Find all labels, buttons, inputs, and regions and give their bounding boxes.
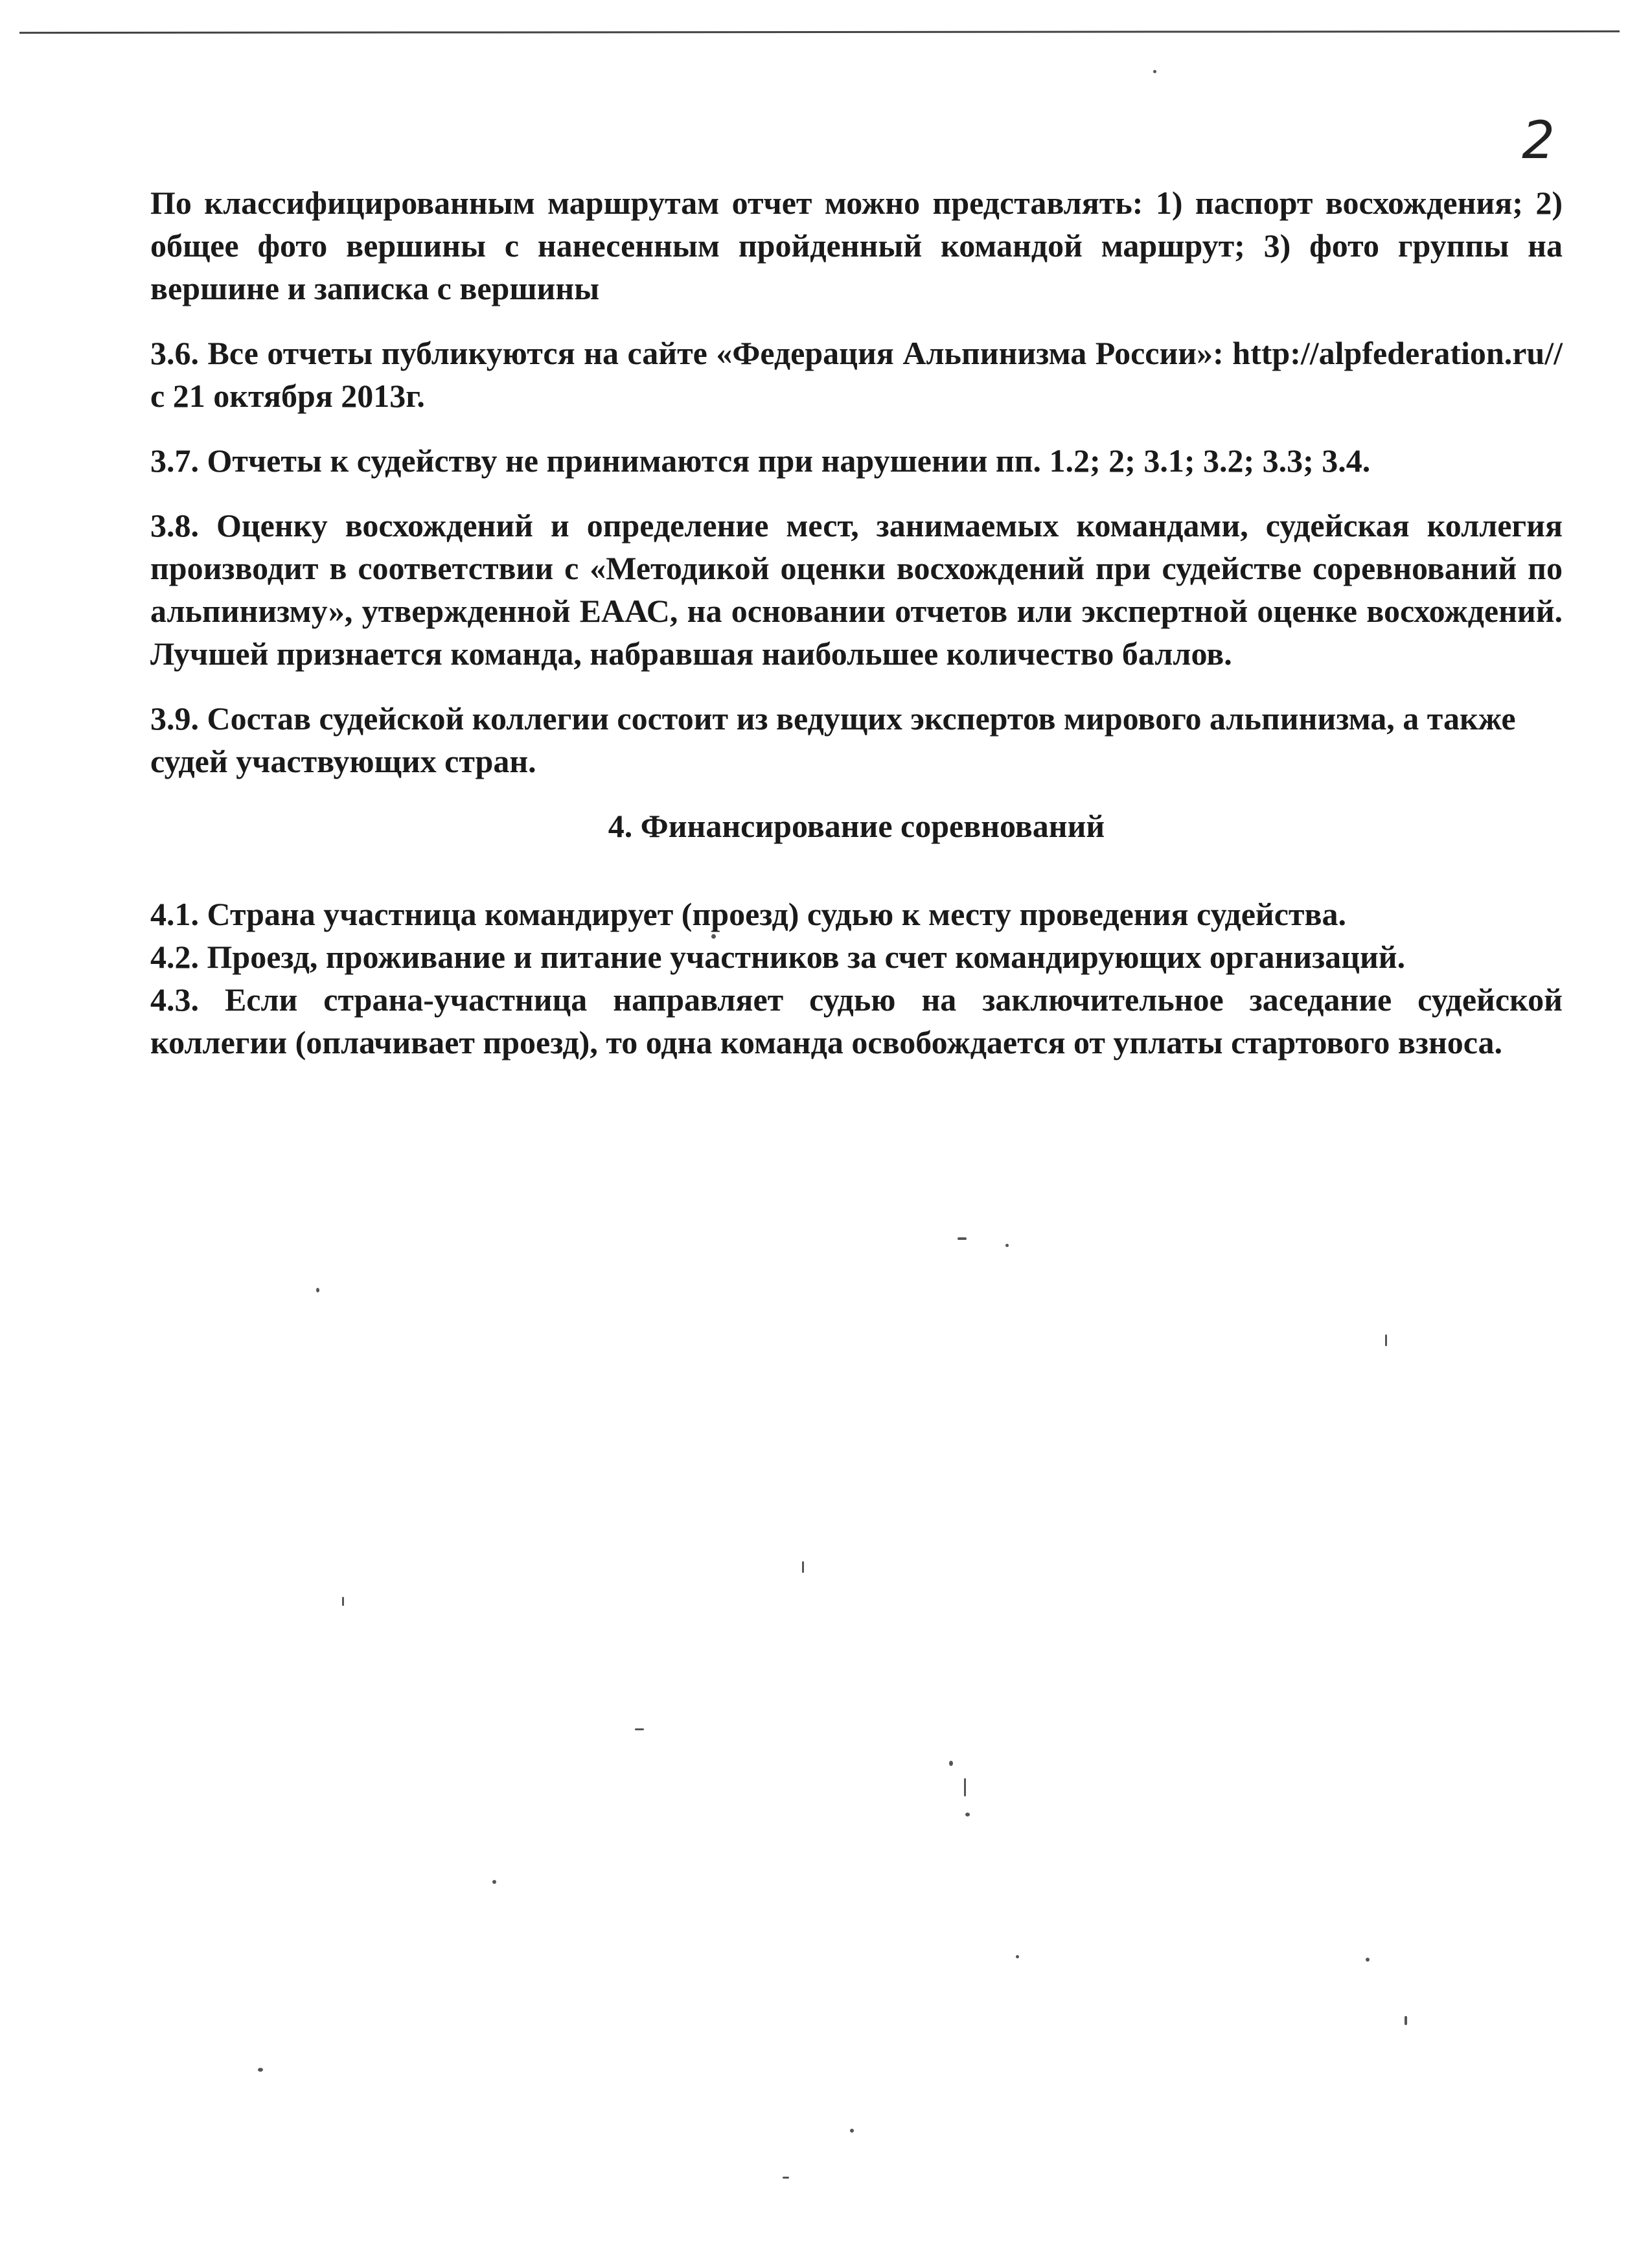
scan-speck — [965, 1813, 970, 1816]
scan-speck — [949, 1761, 953, 1766]
paragraph-4-1: 4.1. Страна участница командирует (проезд) судью к месту проведения судейства. — [150, 896, 1346, 932]
scan-speck — [802, 1561, 804, 1573]
scan-speck — [342, 1597, 344, 1606]
scan-speck — [1405, 2016, 1407, 2025]
scan-speck — [850, 2129, 854, 2133]
paragraph-3-6: 3.6. Все отчеты публикуются на сайте «Федерация Альпинизма России»: http://alpfederation.ru// с 21 октября 2013г. — [150, 335, 1563, 414]
scan-speck — [711, 934, 716, 939]
scan-speck — [316, 1288, 319, 1292]
paragraph-report-contents: По классифицированным маршрутам отчет можно представлять: 1) паспорт восхождения; 2) общее фото вершины с нанесенным пройденный командой маршрут; 3) фото группы на вершине и записка с вершины — [150, 185, 1563, 306]
scan-speck — [1016, 1955, 1019, 1958]
scan-speck — [1005, 1244, 1009, 1247]
paragraph-3-9: 3.9. Состав судейской коллегии состоит из ведущих экспертов мирового альпинизма, а также судей участвующих стран. — [150, 700, 1516, 779]
scan-top-edge — [19, 30, 1620, 34]
scan-speck — [635, 1728, 644, 1730]
page-number: 2 — [1522, 110, 1555, 170]
scan-speck — [258, 2068, 263, 2072]
scan-speck — [783, 2177, 789, 2179]
scan-speck — [1385, 1334, 1387, 1346]
scan-speck — [958, 1237, 967, 1240]
section-4-heading: 4. Финансирование соревнований — [608, 808, 1105, 844]
paragraph-4-3: 4.3. Если страна-участница направляет судью на заключительное заседание судейской коллегии (оплачивает проезд), то одна команда освобождается от уплаты стартового взноса. — [150, 981, 1563, 1060]
scan-speck — [492, 1880, 496, 1884]
paragraph-4-2: 4.2. Проезд, проживание и питание участников за счет командирующих организаций. — [150, 939, 1406, 975]
paragraph-3-8: 3.8. Оценку восхождений и определение мест, занимаемых командами, судейская коллегия производит в соответствии с «Методикой оценки восхождений при судействе соревнований по альпинизму», утвержденной ЕААС, на основании отчетов или экспертной оценке восхождений. Лучшей признается команда, набравшая наибольшее количество баллов. — [150, 507, 1563, 672]
scan-speck — [964, 1778, 966, 1796]
scan-speck — [1153, 70, 1156, 73]
paragraph-3-7: 3.7. Отчеты к судейству не принимаются при нарушении пп. 1.2; 2; 3.1; 3.2; 3.3; 3.4. — [150, 442, 1371, 479]
document-body — [150, 181, 1563, 1064]
scan-speck — [1366, 1958, 1370, 1962]
